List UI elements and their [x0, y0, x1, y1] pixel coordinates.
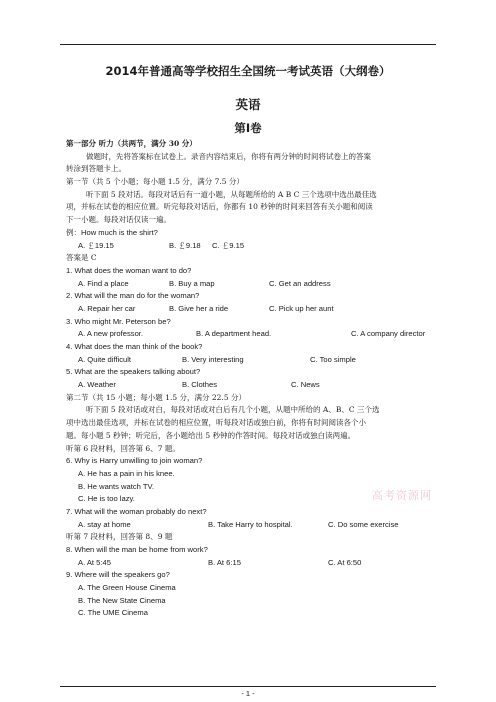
- option-a: A. ￡19.15: [78, 240, 114, 250]
- option-c: C. Pick up her aunt: [269, 303, 334, 313]
- header-rule: [60, 44, 436, 45]
- option-b: B. Clothes: [182, 380, 218, 390]
- question-1: 1. What does the woman want to do?: [66, 265, 192, 275]
- option-c: C. At 6:50: [328, 557, 362, 567]
- question-7-options: [66, 519, 438, 532]
- option-a: A. Repair her car: [78, 303, 136, 313]
- option-c: C. Get an address: [269, 278, 331, 288]
- question-3-options: [66, 328, 438, 341]
- question-2-options: [66, 303, 438, 316]
- option-a: A. stay at home: [78, 519, 131, 529]
- part1-heading: 第一部分 听力（共两节，满分 30 分）: [66, 139, 197, 148]
- option-c: C. Do some exercise: [328, 519, 399, 529]
- volume-title: 第Ⅰ卷: [234, 121, 262, 135]
- question-8-options: [66, 557, 438, 570]
- option-a: A. A new professor.: [78, 329, 144, 339]
- option-b: B. ￡9.18: [169, 240, 201, 250]
- option-b: B. At 6:15: [208, 557, 241, 567]
- question-9-option-a: A. The Green House Cinema: [78, 583, 176, 593]
- watermark: 高考资源网: [372, 489, 432, 502]
- part1-intro-line: 转涂到答题卡上。: [66, 164, 126, 174]
- example-answer: 答案是 C: [66, 253, 97, 263]
- material-note: 听第 7 段材料，回答第 8、9 题: [66, 532, 173, 542]
- question-5: 5. What are the speakers talking about?: [66, 367, 201, 377]
- option-b: B. Very interesting: [182, 354, 244, 364]
- option-a: A. Weather: [78, 380, 116, 390]
- footer-rule: [60, 686, 436, 687]
- option-c: C. News: [291, 380, 320, 390]
- question-7: 7. What will the woman probably do next?: [66, 506, 207, 516]
- question-6-option-a: A. He has a pain in his knee.: [78, 468, 175, 478]
- question-3: 3. Who might Mr. Peterson be?: [66, 316, 171, 326]
- question-5-options: [66, 379, 438, 392]
- option-a: A. At 5:45: [78, 557, 111, 567]
- example-label: 例：: [66, 227, 81, 237]
- question-8: 8. When will the man be home from work?: [66, 545, 208, 554]
- section2-instruction-line: 题。每小题 5 秒钟；听完后，各小题给出 5 秒钟的作答时间。每段对话或独白读两遍。: [66, 430, 356, 440]
- document-body: [66, 138, 438, 620]
- option-b: B. A department head.: [196, 329, 272, 339]
- question-2: 2. What will the man do for the woman?: [66, 291, 200, 301]
- part1-intro-line: 做题时，先将答案标在试卷上。录音内容结束后，你将有两分钟的时间将试卷上的答案: [86, 151, 371, 161]
- option-a: A. Quite difficult: [78, 354, 132, 364]
- option-b: B. Buy a map: [169, 278, 215, 288]
- question-9-option-c: C. The UME Cinema: [78, 608, 148, 618]
- section1-instruction-line: 下一小题。每段对话仅读一遍。: [66, 215, 171, 225]
- question-6-option-c: C. He is too lazy.: [78, 494, 135, 504]
- option-c: C. Too simple: [310, 354, 356, 364]
- section2-heading: 第二节（共 15 小题；每小题 1.5 分，满分 22.5 分）: [66, 392, 246, 402]
- option-a: A. Find a place: [78, 278, 129, 288]
- option-c: C. A company director: [351, 329, 426, 339]
- question-4: 4. What does the man think of the book?: [66, 342, 203, 351]
- section1-instruction-line: 听下面 5 段对话。每段对话后有一道小题，从每题所给的 A B C 三个选项中选出最佳选: [86, 189, 377, 199]
- example-question-text: How much is the shirt?: [81, 227, 158, 237]
- question-6: 6. Why is Harry unwilling to join woman?: [66, 456, 203, 466]
- question-6-option-b: B. He wants watch TV.: [78, 481, 154, 491]
- option-b: B. Give her a ride: [169, 303, 229, 313]
- option-b: B. Take Harry to hospital.: [208, 519, 293, 529]
- material-note: 听第 6 段材料，回答第 6、7 题。: [66, 443, 180, 453]
- section2-instruction-line: 项中选出最佳选项，并标在试卷的相应位置，听每段对话或独白前，你将有时间阅读各个小: [66, 418, 366, 428]
- section1-instruction-line: 项，并标在试卷的相应位置。听完每段对话后，你都有 10 秒钟的时间来回答有关小题和阅读: [66, 202, 373, 212]
- page-number: - 1 -: [241, 689, 255, 698]
- question-9-option-b: B. The New State Cinema: [78, 595, 166, 605]
- section2-instruction-line: 听下面 5 段对话或对白，每段对话或对白后有几个小题，从题中所给的 A、B、C 三个选: [86, 405, 380, 415]
- question-1-options: [66, 278, 438, 291]
- section1-heading: 第一节（共 5 个小题；每小题 1.5 分，满分 7.5 分）: [66, 177, 244, 187]
- subject-title: 英语: [235, 97, 261, 112]
- question-9: 9. Where will the speakers go?: [66, 570, 170, 580]
- example-question: [66, 227, 438, 240]
- question-4-options: [66, 354, 438, 367]
- exam-title: 2014年普通高等学校招生全国统一考试英语（大纲卷）: [105, 64, 391, 78]
- example-options: [66, 240, 438, 253]
- option-c: C. ￡9.15: [212, 240, 245, 250]
